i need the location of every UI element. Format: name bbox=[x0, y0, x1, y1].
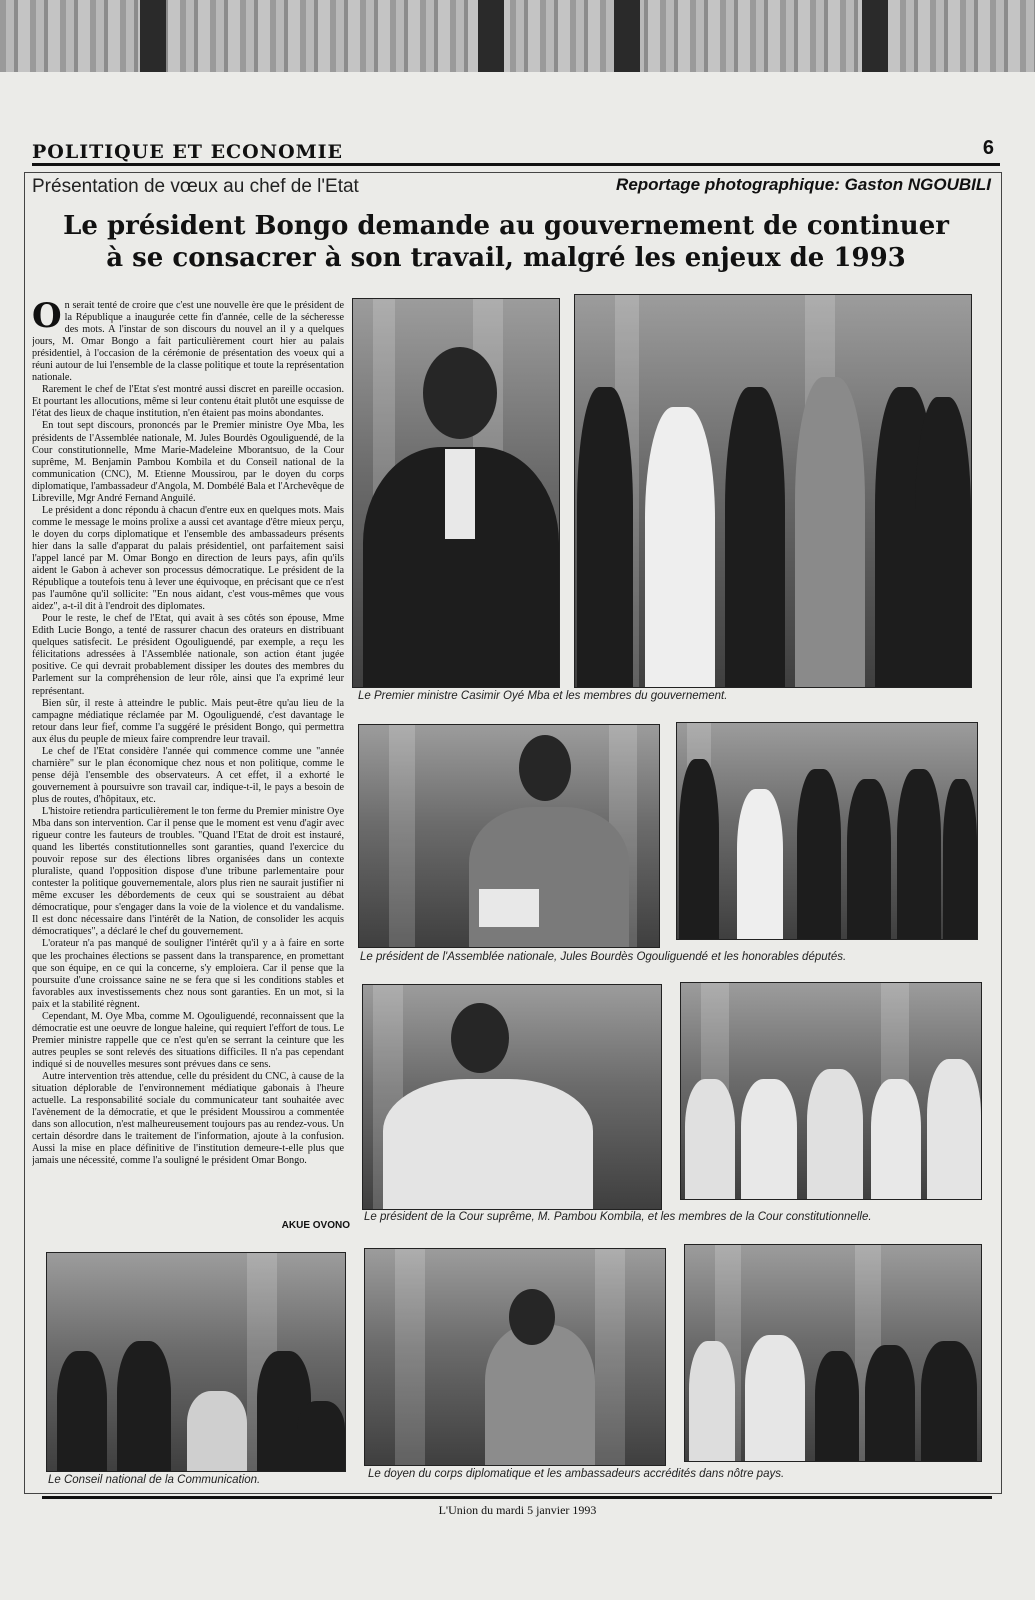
article-paragraph: L'histoire retiendra particulièrement le ton ferme du Premier ministre Oye Mba dans son intervention. Car il pense que le moment est venu d'agir avec rigueur contre les fauteurs de troubles. "Quand l'Etat de droit est instauré, quand les libertés constitutionnelles sont garanties, quand l'exercice du pouvoir repose sur des élections libres organisées dans un contexte pluraliste, quand l'opposition dispose d'une tribune parlementaire pour contester la politique gouvernementale, alors plus rien ne saurait justifier ni même excuser les débordements de ceux qui se soustraient au débat démocratique, pour s'engager dans la voie de la violence et du vandalisme. Il est donc nécessaire dans l'intérêt de la Nation, de consolider les acquis démocratiques", a déclaré le chef du gouvernement. bbox=[32, 805, 344, 938]
paragraph-text: n serait tenté de croire que c'est une nouvelle ère que le président de la République a inaugurée cette fin d'année, celle de la sécheresse des mots. A l'instar de son discours du nouvel an il y a quelques jours, M. Omar Bongo a fait particulièrement court hier au palais présidentiel, à l'occasion de la cérémonie de présentation des voeux qui a réuni autour de lui l'ensemble de la classe politique et toute la représentation nationale. bbox=[32, 300, 344, 384]
article-paragraph: Le président a donc répondu à chacun d'entre eux en quelques mots. Mais comme le message le moins prolixe a aussi cet avantage d'être mieux perçu, le doyen du corps diplomatique et l'ensemble des ambassadeurs présents hier dans la salle d'apparat du palais présidentiel, ont parfaitement saisi l'appel lancé par M. Omar Bongo en direction de leurs pays, afin qu'ils aident le Gabon à achever son processus démocratique. Le président de la République a toutefois tenu à lever une équivoque, en précisant que ce n'est pas l'aumône qu'il sollicite: "En nous aidant, c'est vous-mêmes que vous aidez", a-t-il dit à l'endroit des diplomates. bbox=[32, 504, 344, 613]
scan-mark bbox=[862, 0, 888, 78]
article-paragraph: Rarement le chef de l'Etat s'est montré aussi discret en pareille occasion. Et pourtant les allocutions, même si leur contenu était plutôt une esquisse de l'état des lieux de chaque institution, n'en étaient pas moins abondantes. bbox=[32, 384, 344, 420]
headline-line-1: Le président Bongo demande au gouvernement de continuer bbox=[63, 211, 949, 241]
caption-diplomats: Le doyen du corps diplomatique et les ambassadeurs accrédités dans nôtre pays. bbox=[368, 1468, 785, 1480]
scan-mark bbox=[140, 0, 166, 78]
byline: AKUE OVONO bbox=[281, 1220, 350, 1231]
article-kicker: Présentation de vœux au chef de l'Etat bbox=[32, 176, 359, 197]
caption-government: Le Premier ministre Casimir Oyé Mba et les membres du gouvernement. bbox=[358, 690, 728, 702]
photo-constitutional-court bbox=[680, 982, 982, 1200]
photo-prime-minister bbox=[352, 298, 560, 688]
article-paragraph: Bien sûr, il reste à atteindre le public. Mais peut-être qu'au lieu de la campagne médiatique réclamée par M. Ogouliguendé, c'est davantage le retour dans leur fief, comme l'a suggéré le président Bongo, qui permettra aux élus du peuple de mieux faire comprendre leur travail. bbox=[32, 697, 344, 745]
caption-assembly: Le président de l'Assemblée nationale, Jules Bourdès Ogouliguendé et les honorables députés. bbox=[360, 951, 847, 963]
photo-government bbox=[574, 294, 972, 688]
headline-line-2: à se consacrer à son travail, malgré les enjeux de 1993 bbox=[106, 243, 906, 273]
article-paragraph: En tout sept discours, prononcés par le Premier ministre Oye Mba, les présidents de l'Assemblée nationale, M. Jules Bourdès Ogouliguendé, de la Cour constitutionnelle, Mme Marie-Madeleine Mborantsuo, de la Cour suprême, M. Benjamin Pambou Kombila et du Conseil national de la communication (CNC), M. Etienne Moussirou, par le doyen du corps diplomatique, l'ambassadeur d'Angola, M. Dombélé Bala et l'Archevêque de Libreville, Mgr André Fernand Anguilé. bbox=[32, 420, 344, 504]
section-header bbox=[32, 137, 1000, 166]
article-paragraph: L'orateur n'a pas manqué de souligner l'intérêt qu'il y a à faire en sorte que les prochaines élections se passent dans la transparence, en promettant que son équipe, en ce qui la concerne, s'y emploiera. Car il pense que la poursuite d'une croissance saine ne se fera que si les conditions stables et favorables aux investissements chez nous sont garanties. En un mot, si la paix et la stabilité règnent. bbox=[32, 938, 344, 1010]
photo-deputies bbox=[676, 722, 978, 940]
article-paragraph: Pour le reste, le chef de l'Etat, qui avait à ses côtés son épouse, Mme Edith Lucie Bongo, a tenté de rassurer chacun des orateurs en distribuant quelques satisfecit. Le président Ogouliguendé, par exemple, a reçu les félicitations adressées à l'Assemblée nationale, son action étant jugée positive. Ce qui devrait probablement dissiper les doutes des membres du Parlement sur la compréhension de leur rôle, ainsi que l'a exprimé leur représentant. bbox=[32, 613, 344, 697]
photo-ambassadors bbox=[684, 1244, 982, 1462]
photo-cnc bbox=[46, 1252, 346, 1472]
article-paragraph: Autre intervention très attendue, celle du président du CNC, à cause de la situation déplorable de l'environnement médiatique gabonais à l'heure actuelle. La responsabilité sociale du communicateur tant souhaitée avec l'avènement de la démocratie, et que le président Moussirou a commentée dans son allocution, n'est malheureusement toujours pas au rendez-vous. Un certain désordre dans le traitement de l'information, ajoute à la confusion. Aussi la mise en place définitive de l'institution demeure-t-elle plus que jamais une nécessité, comme l'a souligné le président Omar Bongo. bbox=[32, 1071, 344, 1167]
page-number: 6 bbox=[982, 137, 994, 159]
caption-supreme-court: Le président de la Cour suprême, M. Pambou Kombila, et les membres de la Cour constitutionnelle. bbox=[364, 1211, 872, 1223]
photo-supreme-court-president bbox=[362, 984, 662, 1210]
bottom-rule bbox=[42, 1496, 992, 1499]
scan-mark bbox=[614, 0, 640, 78]
headline bbox=[36, 210, 976, 274]
photo-assembly-president bbox=[358, 724, 660, 948]
photo-credit: Reportage photographique: Gaston NGOUBILI bbox=[616, 175, 991, 194]
article-paragraph: Cependant, M. Oye Mba, comme M. Ogouliguendé, reconnaissent que la démocratie est une oeuvre de longue haleine, qui requiert l'effort de tous. Le Premier ministre rappelle que ce n'est qu'en se serrant la ceinture que les autres peuples se sont relevés des situations difficiles. Il n'a pas cependant indiqué si de nouvelles mesures sont prévues dans ce sens. bbox=[32, 1010, 344, 1070]
article-paragraph: Le chef de l'Etat considère l'année qui commence comme une "année charnière" sur le plan économique chez nous et non politique, comme le pense déjà l'ensemble des observateurs. A cet effet, il a exhorté le gouvernement à poursuivre son travail car, indique-t-il, le pays a besoin de plus de routes, d'hôpitaux, etc. bbox=[32, 745, 344, 805]
section-title: POLITIQUE ET ECONOMIE bbox=[32, 141, 344, 163]
scan-mark bbox=[478, 0, 504, 78]
article-paragraph bbox=[32, 300, 344, 384]
drop-cap: O bbox=[32, 300, 62, 336]
photo-diplomatic-dean bbox=[364, 1248, 666, 1466]
scan-edge bbox=[0, 0, 1035, 78]
caption-cnc: Le Conseil national de la Communication. bbox=[48, 1474, 261, 1486]
article-body bbox=[32, 300, 344, 1235]
footer-dateline: L'Union du mardi 5 janvier 1993 bbox=[438, 1503, 597, 1517]
